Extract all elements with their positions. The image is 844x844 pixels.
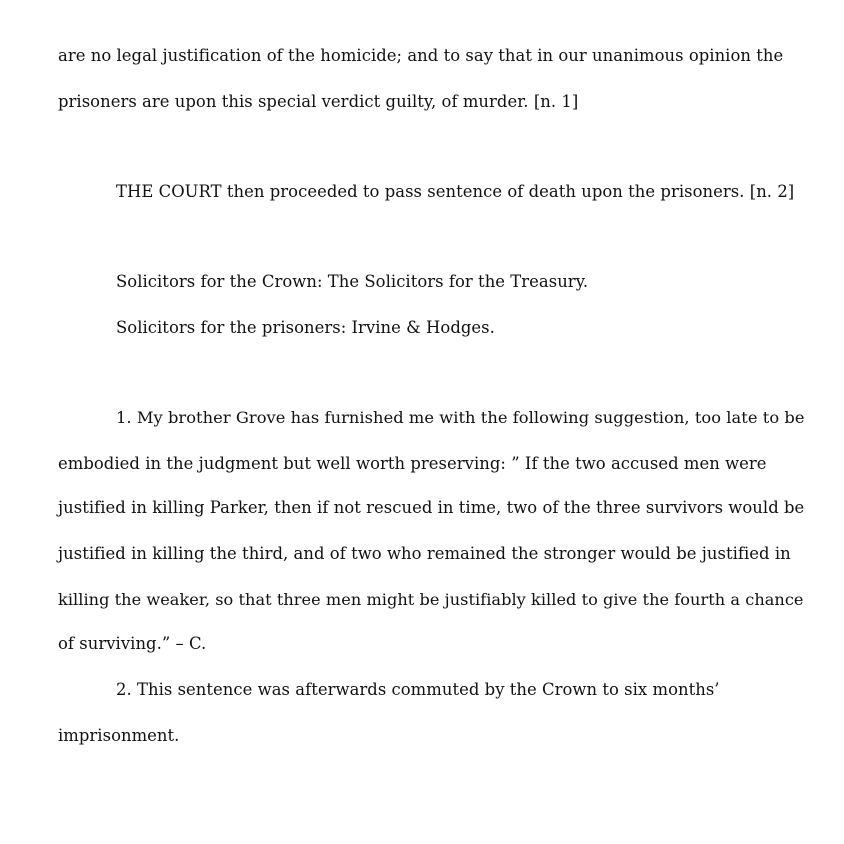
note-1-line-5: killing the weaker, so that three men might be justifiably killed to give the fourth a chance bbox=[58, 590, 804, 609]
note-1-line-2: embodied in the judgment but well worth preserving: ” If the two accused men were bbox=[58, 454, 767, 473]
holding-line-1: are no legal justification of the homicide; and to say that in our unanimous opinion the bbox=[58, 46, 784, 65]
note-1-line-6: of surviving.” – C. bbox=[58, 634, 207, 653]
note-2-line-1: 2. This sentence was afterwards commuted by the Crown to six months’ bbox=[116, 680, 720, 699]
sentence-paragraph: THE COURT then proceeded to pass sentence of death upon the prisoners. [n. 2] bbox=[116, 182, 795, 201]
note-1-line-3: justified in killing Parker, then if not rescued in time, two of the three survivors would be bbox=[58, 498, 805, 517]
note-2-line-2: imprisonment. bbox=[58, 726, 180, 745]
solicitors-prisoners: Solicitors for the prisoners: Irvine & Hodges. bbox=[116, 318, 495, 337]
note-1-line-4: justified in killing the third, and of two who remained the stronger would be justified in bbox=[58, 544, 791, 563]
note-1-line-1: 1. My brother Grove has furnished me with the following suggestion, too late to be bbox=[116, 408, 805, 427]
holding-line-2: prisoners are upon this special verdict guilty, of murder. [n. 1] bbox=[58, 92, 579, 111]
solicitors-crown: Solicitors for the Crown: The Solicitors for the Treasury. bbox=[116, 272, 589, 291]
